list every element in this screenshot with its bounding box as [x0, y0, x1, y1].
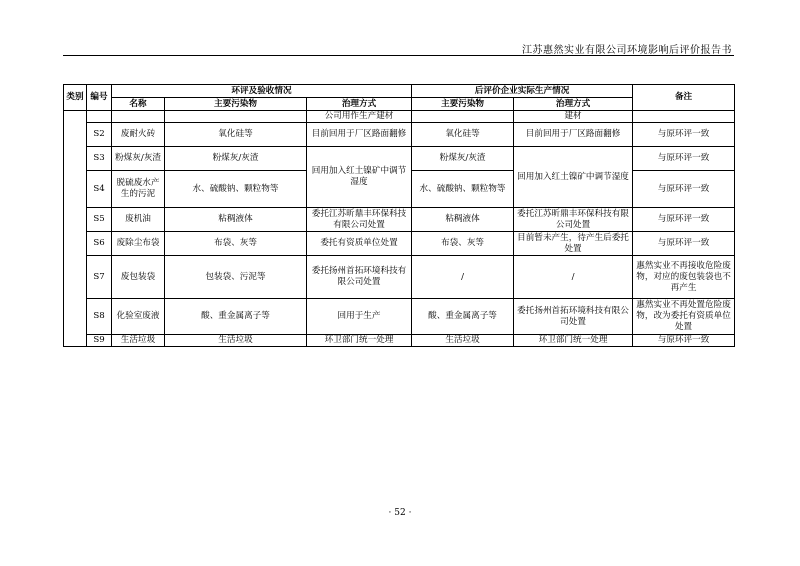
row-id: S6	[87, 232, 112, 256]
row-id: S3	[87, 147, 112, 171]
row-pollutant: 水、硫酸钠、颗粒物等	[165, 171, 307, 208]
table-row	[64, 335, 735, 347]
page-number: · 52 ·	[388, 508, 412, 518]
cont-treatment: 公司用作生产建材	[307, 111, 412, 123]
merged-post-treatment-s3-s4: 回用加入红土镍矿中调节湿度	[514, 147, 633, 208]
row-name: 化验室废液	[112, 299, 165, 335]
header-post-pollutant: 主要污染物	[412, 98, 514, 111]
row-id: S9	[87, 335, 112, 347]
row-post-pollutant: 布袋、灰等	[412, 232, 514, 256]
row-post-treatment: 委托扬州首拓环境科技有限公司处置	[514, 299, 633, 335]
merged-treatment-s3-s4: 回用加入红土镍矿中调节湿度	[307, 147, 412, 208]
row-name: 脱硫废水产生的污泥	[112, 171, 165, 208]
header-post-treatment: 治理方式	[514, 98, 633, 111]
row-post-treatment: 环卫部门统一处理	[514, 335, 633, 347]
row-pollutant: 生活垃圾	[165, 335, 307, 347]
table-row	[64, 256, 735, 299]
row-remark: 与原环评一致	[633, 147, 735, 171]
row-post-pollutant: 氧化硅等	[412, 123, 514, 147]
merged-treatment-s7: 委托扬州首拓环境科技有限公司处置	[307, 256, 412, 299]
row-post-pollutant: 水、硫酸钠、颗粒物等	[412, 171, 514, 208]
row-name: 废包装袋	[112, 256, 165, 299]
header-eia-group: 环评及验收情况	[112, 85, 412, 98]
row-name: 废机油	[112, 208, 165, 232]
waste-comparison-table	[63, 84, 735, 347]
row-pollutant: 布袋、灰等	[165, 232, 307, 256]
row-post-pollutant: 粘稠液体	[412, 208, 514, 232]
header-rule	[63, 55, 734, 56]
row-post-pollutant: 生活垃圾	[412, 335, 514, 347]
row-id: S2	[87, 123, 112, 147]
row-remark: 与原环评一致	[633, 335, 735, 347]
row-name: 粉煤灰/灰渣	[112, 147, 165, 171]
table-row-continued	[64, 111, 735, 123]
table-row	[64, 208, 735, 232]
category-cell	[64, 111, 87, 347]
row-treatment: 回用于生产	[307, 299, 412, 335]
row-remark: 惠然实业不再处置危险废物，改为委托有资质单位处置	[633, 299, 735, 335]
header-number: 编号	[87, 85, 112, 111]
row-pollutant: 粉煤灰/灰渣	[165, 147, 307, 171]
row-pollutant: 酸、重金属离子等	[165, 299, 307, 335]
row-post-pollutant: /	[412, 256, 514, 299]
row-name: 生活垃圾	[112, 335, 165, 347]
row-remark: 与原环评一致	[633, 123, 735, 147]
header-remark: 备注	[633, 85, 735, 111]
row-post-pollutant: 酸、重金属离子等	[412, 299, 514, 335]
row-id: S5	[87, 208, 112, 232]
row-treatment: 委托江苏昕鼎丰环保科技有限公司处置	[307, 208, 412, 232]
row-id: S8	[87, 299, 112, 335]
table-header-row-1	[64, 85, 735, 98]
row-post-pollutant: 粉煤灰/灰渣	[412, 147, 514, 171]
row-name: 废耐火砖	[112, 123, 165, 147]
header-name: 名称	[112, 98, 165, 111]
table-row	[64, 299, 735, 335]
header-post-eval-group: 后评价企业实际生产情况	[412, 85, 633, 98]
row-post-treatment: /	[514, 256, 633, 299]
row-pollutant: 氧化硅等	[165, 123, 307, 147]
row-name: 废除尘布袋	[112, 232, 165, 256]
table-row	[64, 147, 735, 171]
header-category: 类别	[64, 85, 87, 111]
cont-post-treatment: 建材	[514, 111, 633, 123]
row-post-treatment: 目前回用于厂区路面翻修	[514, 123, 633, 147]
row-id: S7	[87, 256, 112, 299]
row-remark: 与原环评一致	[633, 171, 735, 208]
header-treatment: 治理方式	[307, 98, 412, 111]
row-treatment: 目前回用于厂区路面翻修	[307, 123, 412, 147]
table-row	[64, 232, 735, 256]
row-post-treatment: 委托江苏昕鼎丰环保科技有限公司处置	[514, 208, 633, 232]
row-pollutant: 包装袋、污泥等	[165, 256, 307, 299]
row-remark: 惠然实业不再接收危险废物，对应的废包装袋也不再产生	[633, 256, 735, 299]
table-row	[64, 123, 735, 147]
row-id: S4	[87, 171, 112, 208]
header-pollutant: 主要污染物	[165, 98, 307, 111]
row-post-treatment: 目前暂未产生，待产生后委托处置	[514, 232, 633, 256]
row-treatment: 委托有资质单位处置	[307, 232, 412, 256]
row-pollutant: 粘稠液体	[165, 208, 307, 232]
document-header: 江苏惠然实业有限公司环境影响后评价报告书	[522, 45, 732, 56]
row-treatment: 环卫部门统一处理	[307, 335, 412, 347]
row-remark: 与原环评一致	[633, 232, 735, 256]
row-remark: 与原环评一致	[633, 208, 735, 232]
